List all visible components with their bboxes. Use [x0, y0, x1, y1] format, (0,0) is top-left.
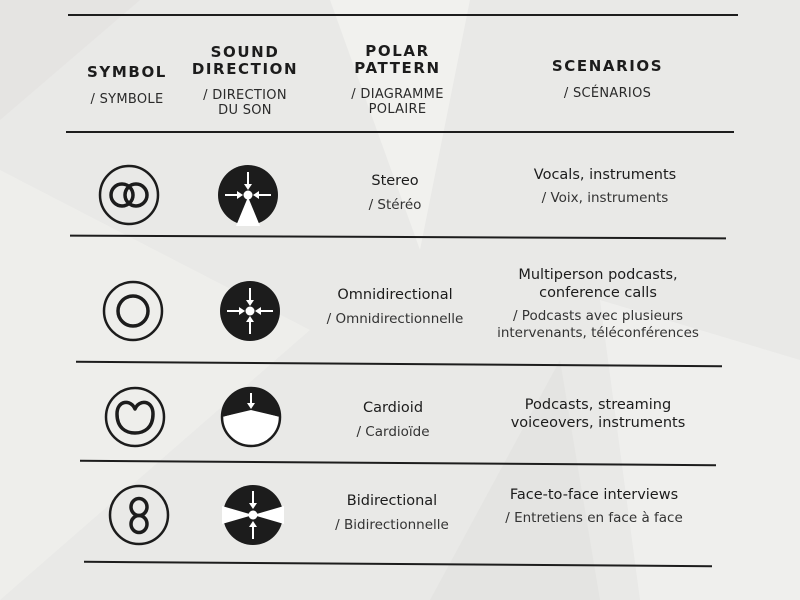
scenario-text: Multiperson podcasts, conference calls	[518, 267, 678, 301]
pattern-cell-bidirectional	[312, 492, 472, 534]
pattern-name: Omnidirectional	[337, 287, 453, 303]
pattern-name: Stereo	[371, 173, 419, 189]
header-symbol-label: SYMBOL	[87, 63, 167, 81]
pattern-cell-stereo	[320, 172, 470, 214]
pattern-cell-cardioid	[318, 399, 468, 441]
header-pattern-label: POLAR PATTERN	[354, 42, 441, 77]
header-pattern-label-fr: / DIAGRAMME POLAIRE	[351, 87, 444, 117]
scenario-cell-omnidirectional	[478, 266, 718, 342]
pattern-name-fr: / Cardioïde	[356, 424, 430, 440]
stereo-direction-icon	[217, 164, 279, 226]
scenario-text-fr: / Podcasts avec plusieurs intervenants, téléconférences	[497, 308, 699, 341]
pattern-name-fr: / Omnidirectionnelle	[326, 311, 464, 327]
header-direction-label: SOUND DIRECTION	[191, 43, 299, 78]
cardioid-symbol-icon	[104, 386, 166, 448]
pattern-name: Cardioid	[362, 400, 424, 416]
scenario-cell-cardioid	[478, 396, 718, 432]
top-rule	[68, 14, 738, 16]
pattern-name-fr: / Bidirectionnelle	[335, 517, 449, 533]
pattern-name-fr: / Stéréo	[368, 197, 422, 213]
omnidirectional-symbol-icon	[102, 280, 164, 342]
header-scenarios	[520, 58, 695, 101]
scenario-text: Podcasts, streaming voiceovers, instruments	[510, 397, 686, 431]
scenario-text-fr: / Entretiens en face à face	[505, 510, 683, 526]
header-direction-label-fr: / DIRECTION DU SON	[203, 88, 287, 118]
header-scenarios-label-fr: / SCÉNARIOS	[563, 86, 652, 101]
header-symbol	[72, 64, 182, 107]
header-scenarios-label: SCENARIOS	[551, 57, 664, 75]
scenario-cell-stereo	[490, 166, 720, 207]
omnidirectional-direction-icon	[219, 280, 281, 342]
bidirectional-symbol-icon	[108, 484, 170, 546]
header-rule	[66, 131, 734, 133]
scenario-text: Face-to-face interviews	[509, 487, 679, 503]
scenario-cell-bidirectional	[474, 486, 714, 527]
cardioid-direction-icon	[220, 386, 282, 448]
scenario-text-fr: / Voix, instruments	[541, 190, 669, 206]
header-direction	[180, 44, 310, 118]
pattern-cell-omnidirectional	[310, 286, 480, 328]
stereo-symbol-icon	[98, 164, 160, 226]
pattern-name: Bidirectional	[346, 493, 438, 509]
header-symbol-label-fr: / SYMBOLE	[90, 92, 164, 107]
header-pattern	[325, 43, 470, 117]
scenario-text: Vocals, instruments	[533, 167, 677, 183]
bidirectional-direction-icon	[222, 484, 284, 546]
